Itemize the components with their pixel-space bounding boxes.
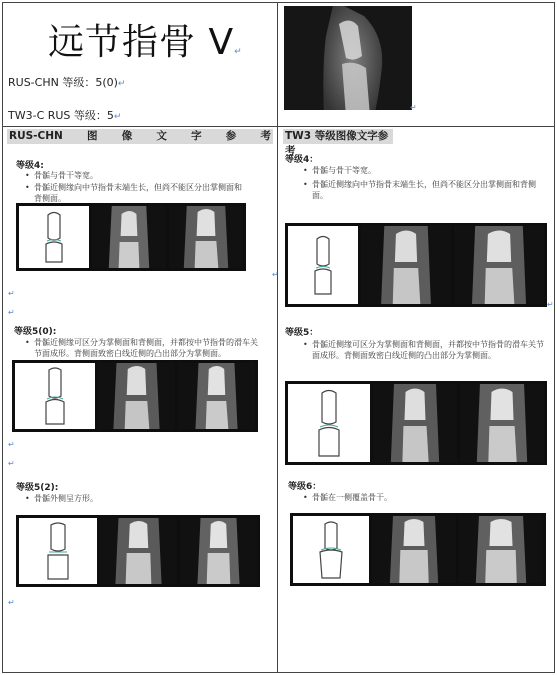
finger-xray [100, 518, 177, 584]
return-mark: ↵ [8, 440, 15, 449]
finger-xray [459, 516, 543, 583]
return-mark: ↵ [8, 308, 15, 317]
left-grade4-title: 等级4: [16, 161, 44, 171]
bone-sketch [293, 516, 369, 583]
return-mark: ↵ [410, 103, 417, 112]
bone-sketch [15, 363, 95, 429]
right-grade5-bullet1: • 骨骺近侧缘可区分为掌侧面和背侧面，并都按中节指骨的滑车关节面成形。背侧面致密白线近侧的凸出部分为掌侧面。 [312, 339, 544, 361]
return-mark: ↵ [272, 270, 279, 279]
right-grade6-title: 等级6： [288, 482, 322, 492]
finger-xray [460, 384, 544, 462]
page-title: 远节指骨 V↵ [48, 22, 243, 63]
return-mark: ↵ [547, 300, 554, 309]
right-column-header: TW3 等级图像文字参考 [283, 129, 393, 144]
finger-xray [180, 518, 257, 584]
right-grade4-image-strip [285, 223, 547, 307]
tw3c-rus-grade: TW3-C RUS 等级：5↵ [8, 109, 122, 122]
finger-xray [98, 363, 175, 429]
finger-xray [372, 516, 456, 583]
finger-xray [178, 363, 255, 429]
rus-chn-grade: RUS-CHN 等级：5(0)↵ [8, 76, 126, 89]
finger-xray [169, 206, 243, 268]
right-grade5-image-strip [285, 381, 547, 465]
left-column-header: RUS-CHN 图 像 文 字 参 考 [7, 129, 273, 144]
right-grade6-bullet1: • 骨骺在一侧覆盖骨干。 [312, 492, 542, 503]
bone-sketch [19, 518, 97, 584]
finger-xray [92, 206, 166, 268]
right-grade4-title: 等级4： [285, 155, 319, 165]
finger-xray-image [284, 6, 412, 110]
bone-sketch [19, 206, 89, 268]
row-divider [2, 126, 554, 127]
finger-xray [454, 226, 544, 304]
bone-sketch [288, 384, 370, 462]
right-grade4-bullet1: • 骨骺与骨干等宽。 [312, 165, 542, 176]
bone-sketch [288, 226, 358, 304]
column-divider [277, 2, 278, 672]
left-grade4-bullet1: • 骨骺与骨干等宽。 [34, 170, 259, 181]
right-grade4-bullet2: • 骨骺近侧缘向中节指骨末端生长，但尚不能区分出掌侧面和背侧面。 [312, 179, 544, 201]
left-grade5-2-title: 等级5(2): [16, 483, 59, 493]
return-mark: ↵ [8, 598, 15, 607]
return-mark: ↵ [8, 289, 15, 298]
finger-xray [361, 226, 451, 304]
left-grade5-2-bullet1: • 骨骺外侧呈方形。 [34, 493, 254, 504]
finger-xray [373, 384, 457, 462]
left-grade4-bullet2: • 骨骺近侧缘向中节指骨末端生长，但尚不能区分出掌侧面和背侧面。 [34, 182, 249, 204]
left-grade4-image-strip [16, 203, 246, 271]
left-grade5-0-bullet1: • 骨骺近侧缘可区分为掌侧面和背侧面，并都按中节指骨的滑车关节面成形。背侧面致密白线近侧的凸出部分为掌侧面。 [34, 337, 259, 359]
left-grade5-0-image-strip [12, 360, 258, 432]
right-grade5-title: 等级5： [285, 328, 319, 338]
return-mark: ↵ [8, 459, 15, 468]
left-grade5-0-title: 等级5(0): [14, 327, 57, 337]
left-grade5-2-image-strip [16, 515, 260, 587]
right-grade6-image-strip [290, 513, 546, 586]
